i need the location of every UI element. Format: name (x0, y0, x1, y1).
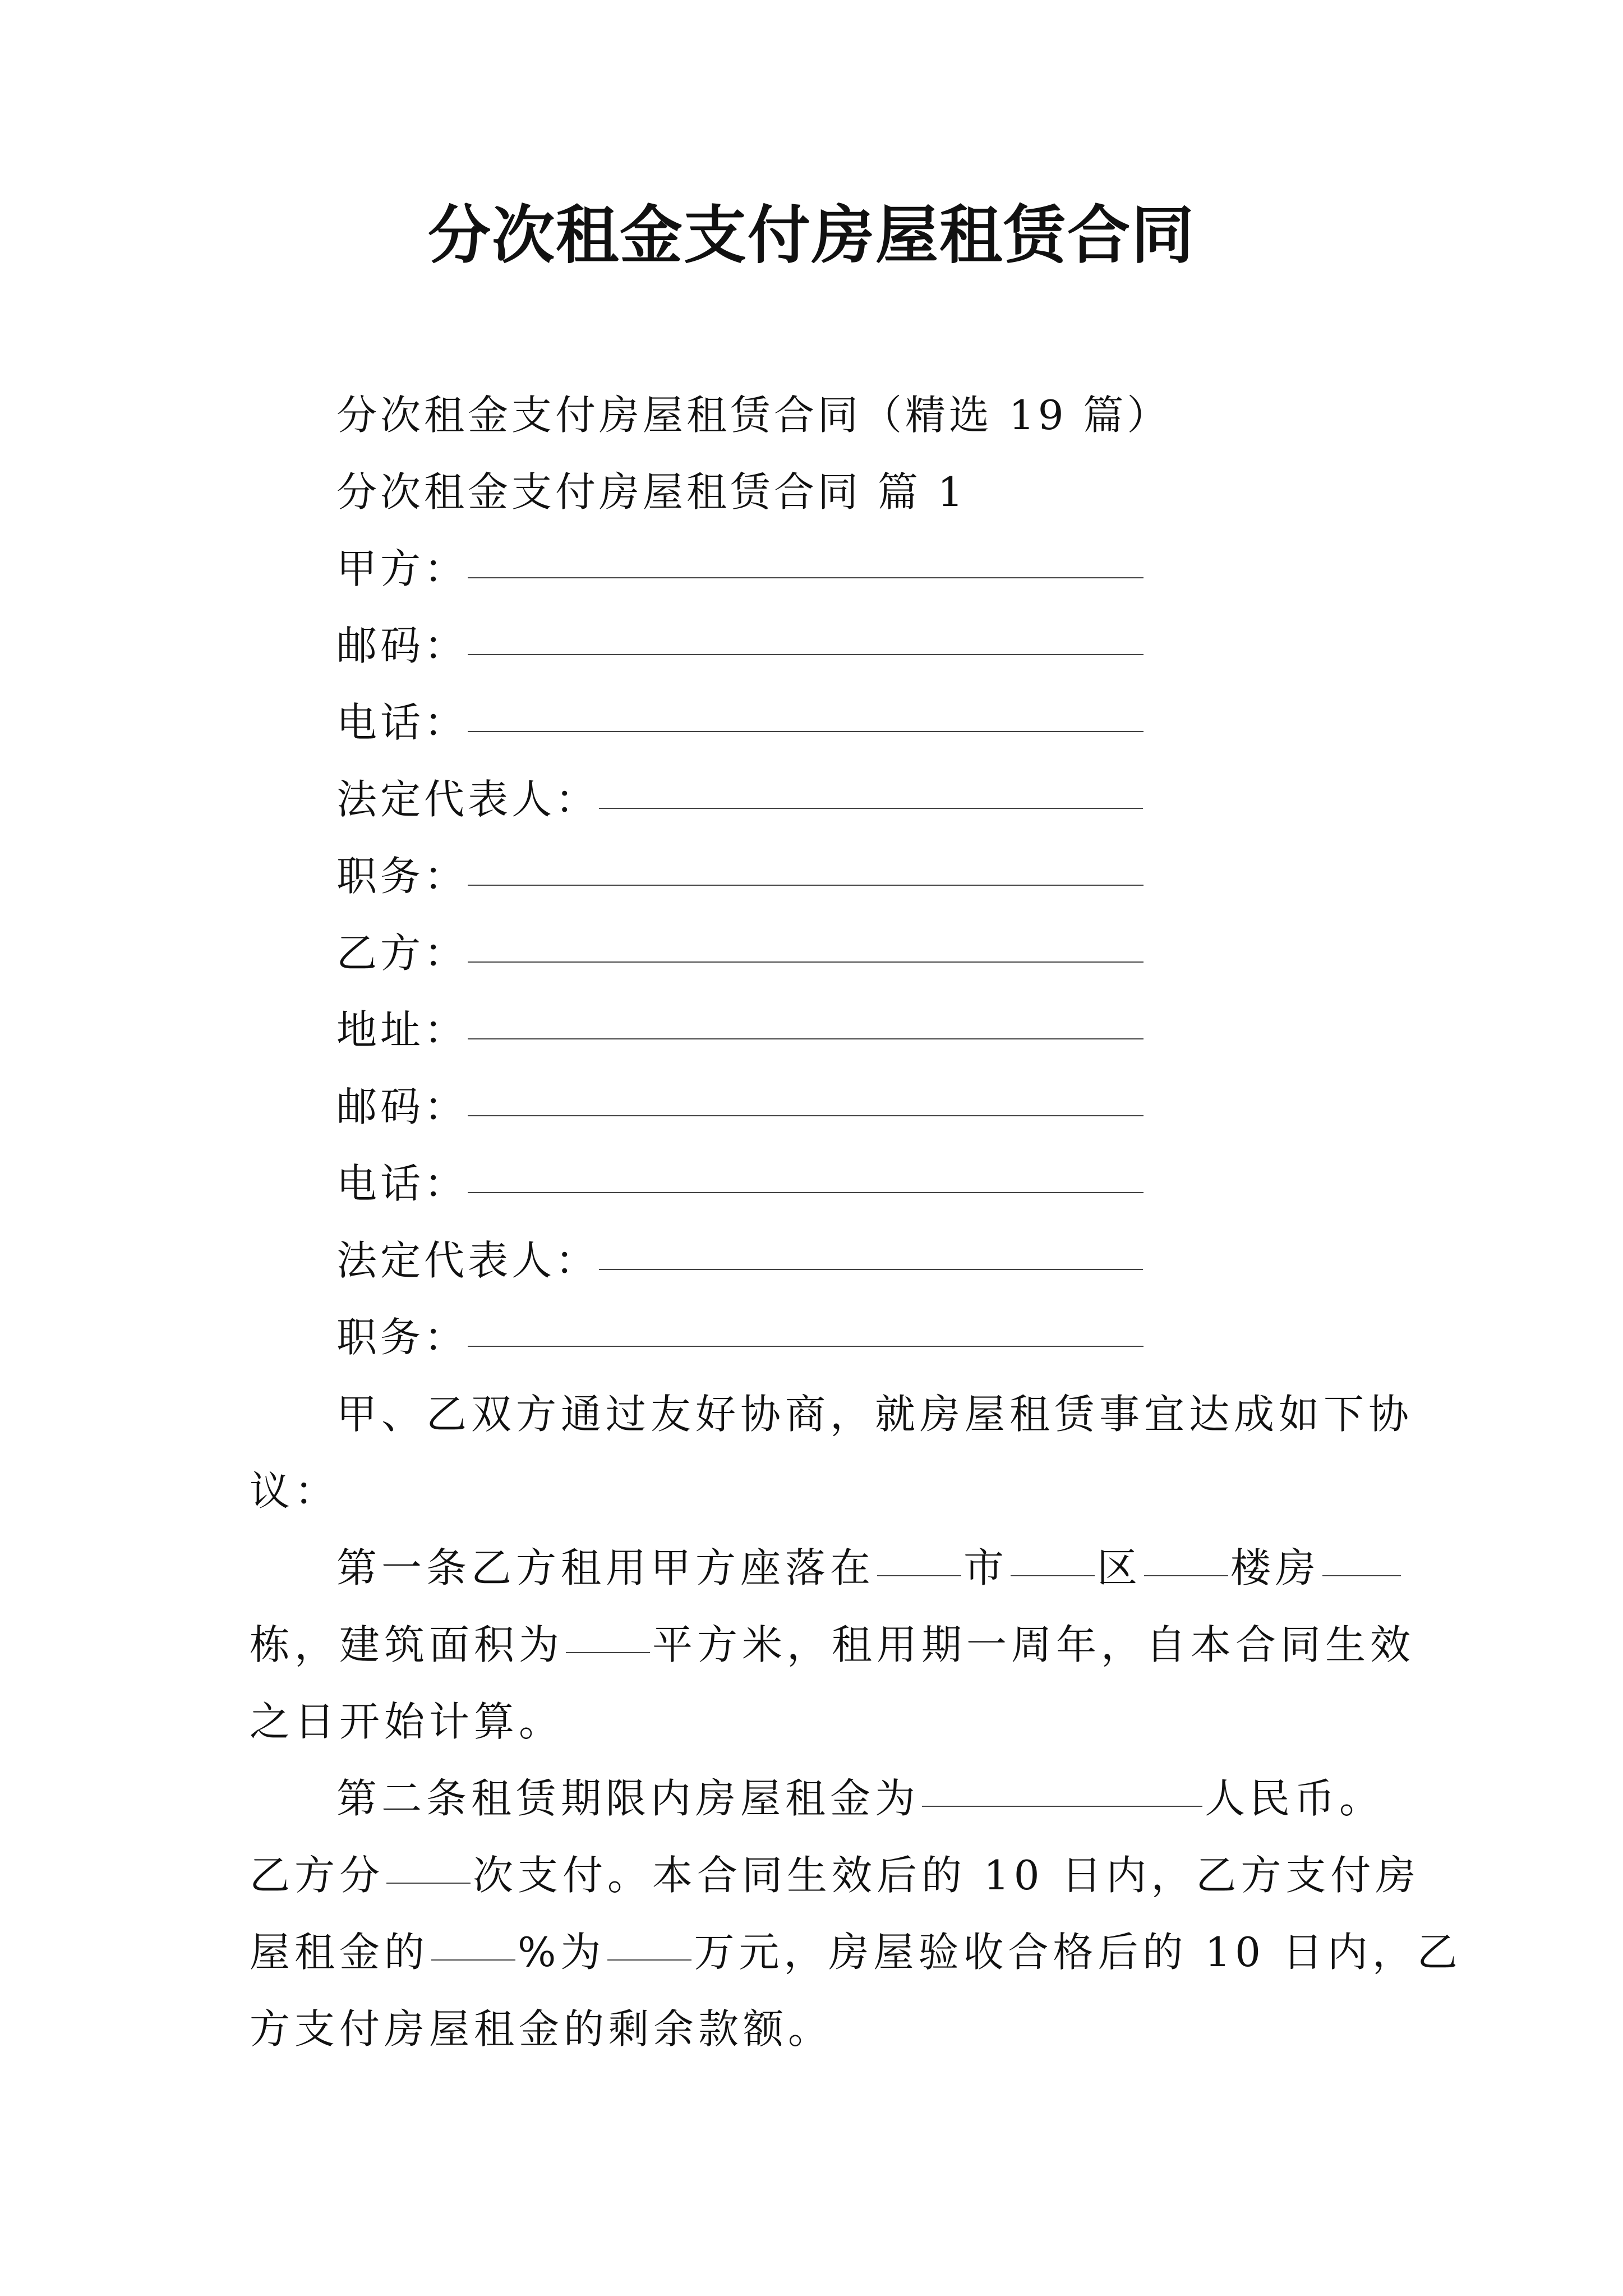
blank-line (468, 885, 1144, 886)
article2-line-4: 方支付房屋租金的剩余款额。 (250, 2005, 833, 2053)
article2-text: 次支付。本合同生效后的 10 日内，乙方支付房 (473, 1852, 1421, 1899)
blank-line (922, 1806, 1202, 1807)
field-label: 电话： (336, 1160, 468, 1207)
article2-text: 第二条租赁期限内房屋租金为 (336, 1775, 920, 1822)
article1-text: 区 (1097, 1544, 1142, 1591)
article2-line-2 (250, 1847, 1421, 1903)
field-phone-a (336, 694, 1402, 751)
field-label: 电话： (336, 699, 468, 746)
field-phone-b (336, 1156, 1402, 1212)
blank-line (468, 1346, 1144, 1347)
blank-line (1011, 1575, 1095, 1576)
blank-line (468, 1192, 1144, 1193)
article1-line-1 (336, 1540, 1380, 1596)
document-subtitle: 分次租金支付房屋租赁合同（精选 19 篇） (336, 392, 1171, 439)
article1-text: 第一条乙方租用甲方座落在 (336, 1544, 875, 1591)
section-heading: 分次租金支付房屋租赁合同 篇 1 (336, 468, 967, 516)
blank-line (431, 1959, 515, 1961)
article1-text: 栋，建筑面积为 (250, 1621, 564, 1668)
field-label: 职务： (336, 853, 468, 900)
blank-line (468, 577, 1144, 578)
blank-line (877, 1575, 961, 1576)
article2-text: 万元，房屋验收合格后的 10 日内，乙 (694, 1929, 1462, 1976)
field-legal-rep-a (336, 771, 1402, 827)
field-label: 法定代表人： (336, 776, 600, 823)
field-label: 邮码： (336, 1083, 468, 1130)
article2-text: 人民币。 (1205, 1775, 1385, 1822)
article2-line-3 (250, 1924, 1462, 1980)
field-label: 职务： (336, 1314, 468, 1361)
field-label: 甲方： (336, 545, 468, 592)
field-address-b (336, 1002, 1402, 1058)
blank-line (386, 1883, 471, 1884)
field-label: 邮码： (336, 622, 468, 669)
blank-line (468, 1038, 1144, 1039)
field-label: 法定代表人： (336, 1237, 600, 1284)
article1-text: 楼房 (1230, 1544, 1321, 1591)
blank-line (599, 1269, 1143, 1270)
blank-line (607, 1959, 691, 1961)
article1-line-3: 之日开始计算。 (250, 1698, 564, 1745)
intro-line-2: 议： (250, 1467, 340, 1515)
article1-text: 平方米，租用期一周年，自本合同生效 (652, 1621, 1415, 1668)
blank-line (566, 1652, 650, 1653)
article1-line-2 (250, 1617, 1415, 1673)
blank-line (468, 1115, 1144, 1116)
field-party-a (336, 541, 1402, 597)
blank-line (599, 808, 1143, 809)
field-position-b (336, 1309, 1402, 1365)
article1-text: 市 (963, 1544, 1009, 1591)
document-title: 分次租金支付房屋租赁合同 (428, 199, 1195, 272)
blank-line (468, 961, 1144, 963)
blank-line (1322, 1575, 1401, 1576)
field-postcode-a (336, 618, 1402, 674)
article2-line-1 (336, 1770, 1385, 1826)
blank-line (1144, 1575, 1228, 1576)
article2-text: 屋租金的 (250, 1929, 430, 1976)
field-postcode-b (336, 1079, 1402, 1135)
field-position-a (336, 848, 1402, 904)
field-label: 地址： (336, 1006, 468, 1053)
field-party-b (336, 925, 1402, 981)
intro-line-1: 甲、乙双方通过友好协商，就房屋租赁事宜达成如下协 (336, 1391, 1414, 1438)
field-legal-rep-b (336, 1232, 1402, 1289)
field-label: 乙方： (336, 930, 468, 977)
blank-line (468, 731, 1144, 732)
blank-line (468, 654, 1144, 655)
article2-text: 乙方分 (250, 1852, 385, 1899)
article2-text: %为 (518, 1929, 606, 1976)
